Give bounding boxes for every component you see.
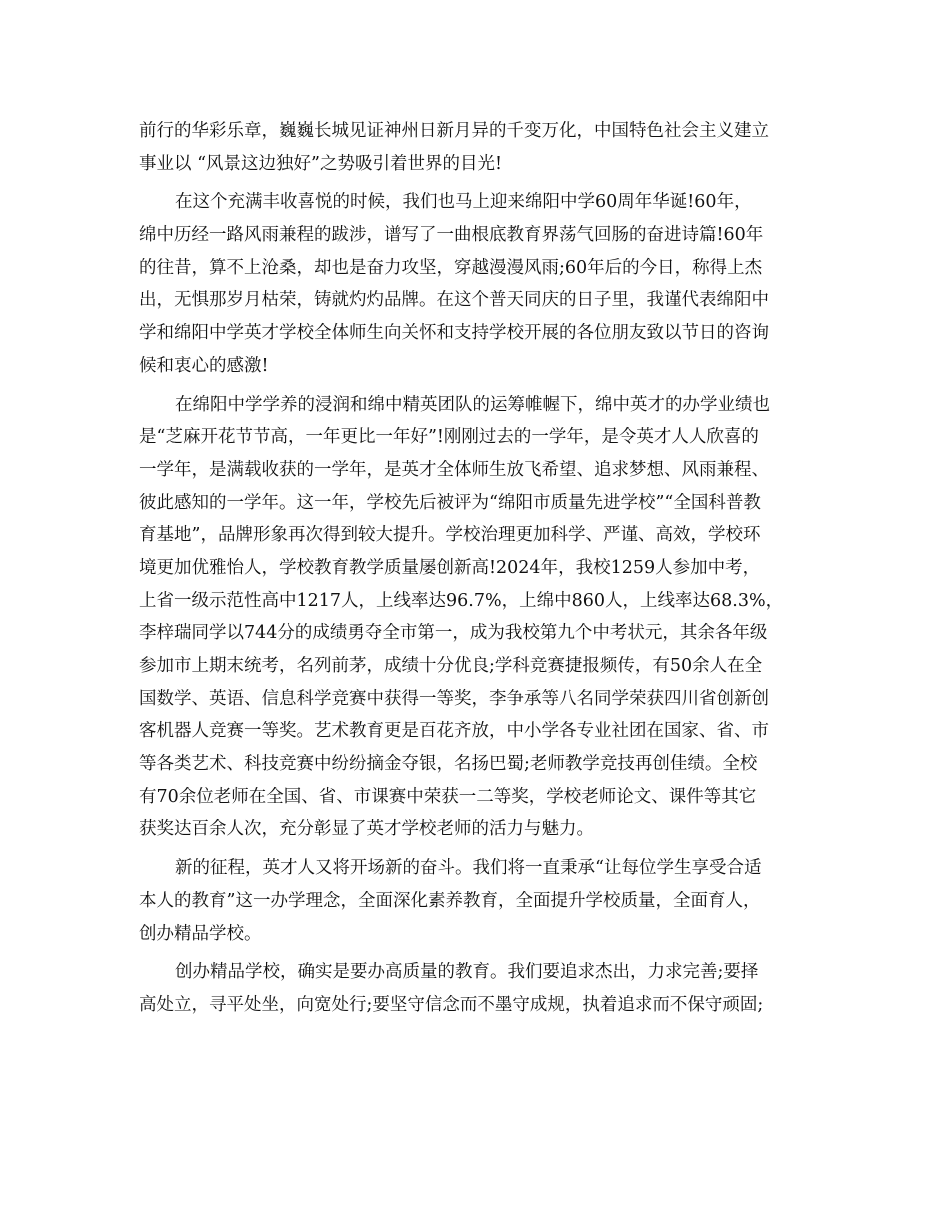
document-body: [139, 115, 811, 1022]
text-line: 上省一级示范性高中1217人，上线率达96.7%，上绵中860人，上线率达68.3%，: [139, 590, 784, 611]
text-line: 在绵阳中学学养的浸润和绵中精英团队的运筹帷幄下，绵中英才的办学业绩也: [175, 394, 770, 415]
paragraph: [139, 852, 811, 950]
paragraph: [139, 186, 811, 382]
text-line: 彼此感知的一学年。这一年，学校先后被评为“绵阳市质量先进学校”“全国科普教: [139, 492, 761, 513]
text-line: 创办精品学校。: [139, 923, 262, 944]
text-line: 高处立，寻平处坐，向宽处行;要坚守信念而不墨守成规，执着追求而不保守顽固;: [139, 994, 764, 1015]
text-line: 绵中历经一路风雨兼程的跋涉，谱写了一曲根底教育界荡气回肠的奋进诗篇!60年: [139, 225, 764, 246]
text-line: 国数学、英语、信息科学竞赛中获得一等奖，李争承等八名同学荣获四川省创新创: [139, 688, 769, 709]
text-line: 获奖达百余人次，充分彰显了英才学校老师的活力与魅力。: [139, 819, 594, 840]
text-line: 参加市上期末统考，名列前茅，成绩十分优良;学科竞赛捷报频传，有50余人在全: [139, 656, 763, 676]
text-line: 本人的教育”这一办学理念，全面深化素养教育，全面提升学校质量，全面育人，: [139, 890, 761, 911]
text-line: 出，无惧那岁月枯荣，铸就灼灼品牌。在这个普天同庆的日子里，我谨代表绵阳中: [139, 290, 769, 311]
text-line: 育基地”，品牌形象再次得到较大提升。学校治理更加科学、严谨、高效，学校环: [139, 525, 761, 546]
text-line: 境更加优雅怡人，学校教育教学质量屡创新高!2024年，我校1259人参加中考，: [139, 557, 761, 578]
text-line: 客机器人竞赛一等奖。艺术教育更是百花齐放，中小学各专业社团在国家、省、市: [139, 721, 769, 742]
text-line: 的往昔，算不上沧桑，却也是奋力攻坚，穿越漫漫风雨;60年后的今日，称得上杰: [139, 257, 763, 278]
paragraph: [139, 389, 811, 847]
text-line: 有70余位老师在全国、省、市课赛中荣获一二等奖，学校老师论文、课件等其它: [139, 786, 757, 807]
text-line: 在这个充满丰收喜悦的时候，我们也马上迎来绵阳中学60周年华诞!60年，: [175, 192, 752, 213]
text-line: 新的征程，英才人又将开场新的奋斗。我们将一直秉承“让每位学生享受合适: [175, 858, 762, 879]
text-line: 候和衷心的感激!: [139, 355, 269, 376]
text-line: 等各类艺术、科技竞赛中纷纷摘金夺银，名扬巴蜀;老师教学竞技再创佳绩。全校: [139, 754, 758, 775]
text-line: 学和绵阳中学英才学校全体师生向关怀和支持学校开展的各位朋友致以节日的咨询: [139, 323, 769, 344]
paragraph: [139, 956, 811, 1021]
text-line: 一学年，是满载收获的一学年，是英才全体师生放飞希望、追求梦想、风雨兼程、: [139, 459, 769, 480]
paragraph: [139, 115, 811, 180]
text-line: 创办精品学校，确实是要办高质量的教育。我们要追求杰出，力求完善;要择: [175, 962, 759, 983]
text-line: 前行的华彩乐章，巍巍长城见证神州日新月异的千变万化，中国特色社会主义建立: [139, 121, 769, 141]
text-line: 事业以 “风景这边独好”之势吸引着世界的目光!: [139, 153, 502, 174]
text-line: 李梓瑞同学以744分的成绩勇夺全市第一，成为我校第九个中考状元，其余各年级: [139, 623, 768, 644]
text-line: 是“芝麻开花节节高，一年更比一年好”!刚刚过去的一学年，是令英才人人欣喜的: [139, 427, 759, 448]
